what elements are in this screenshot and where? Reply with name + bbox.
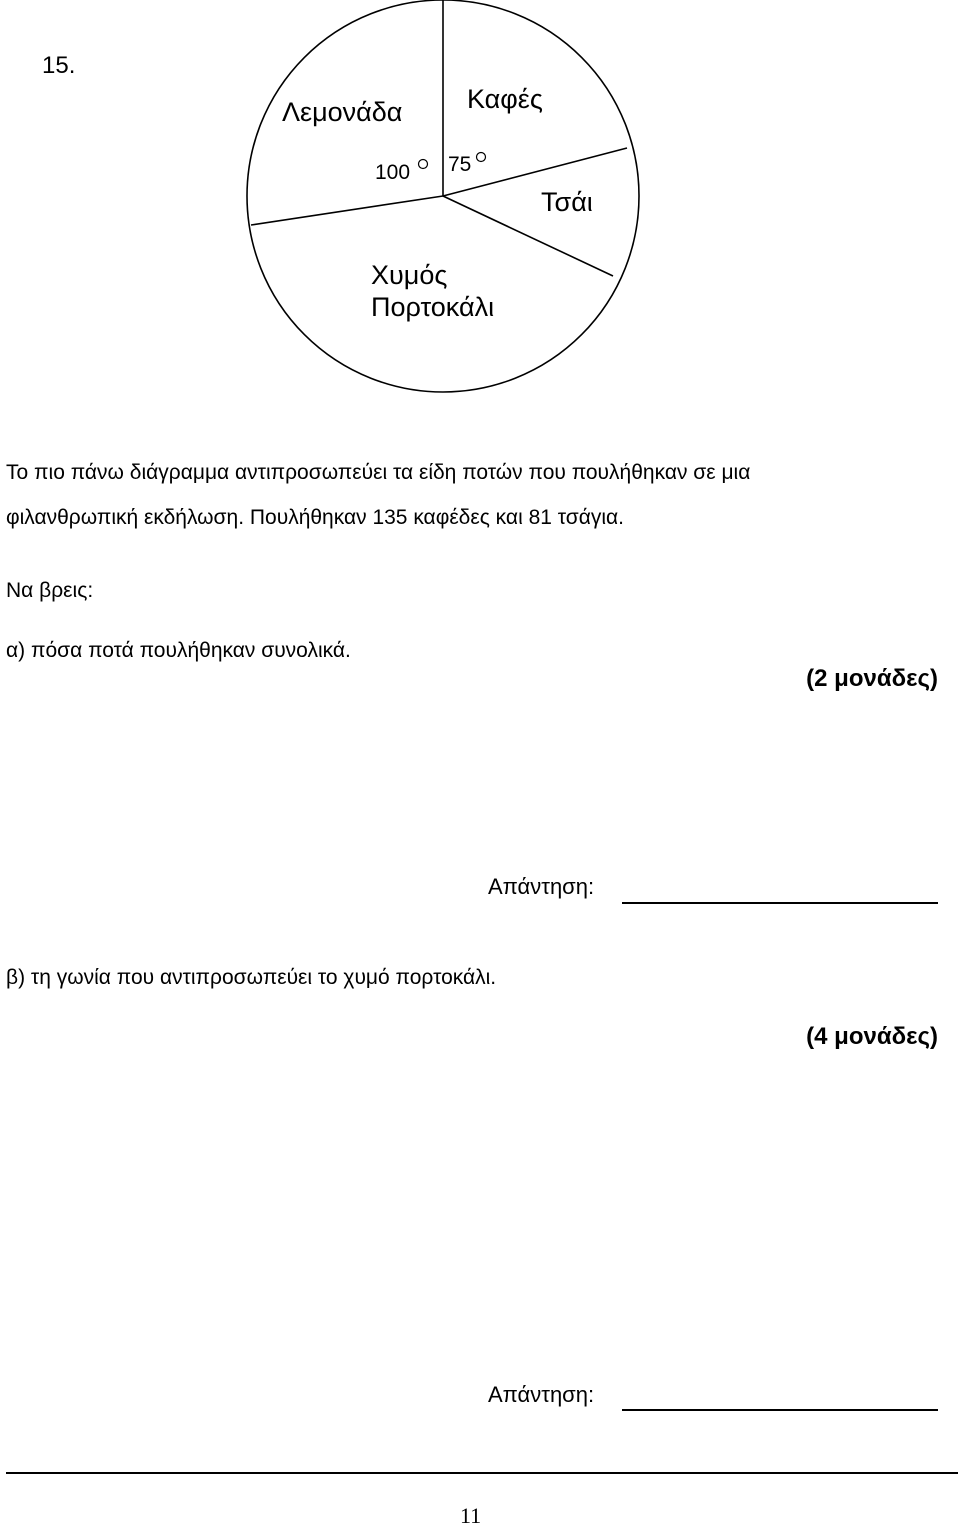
degree-mark-coffee	[477, 153, 486, 162]
pie-chart	[0, 0, 960, 440]
angle-label-coffee: 75	[448, 153, 472, 176]
slice-label-juice-line1: Χυμός	[371, 260, 448, 290]
degree-mark-lemonade	[419, 160, 428, 169]
slice-label-coffee: Καφές	[467, 84, 543, 114]
find-label: Να βρεις:	[6, 579, 94, 602]
page-number: 11	[460, 1503, 482, 1528]
answer-label-a: Απάντηση:	[488, 874, 595, 899]
intro-line-2: φιλανθρωπική εκδήλωση. Πουλήθηκαν 135 καφέδες και 81 τσάγια.	[6, 506, 625, 529]
question-b: β) τη γωνία που αντιπροσωπεύει το χυμό πορτοκάλι.	[6, 966, 497, 989]
slice-label-lemonade: Λεμονάδα	[282, 97, 403, 127]
footer-rule	[6, 1472, 958, 1474]
question-a: α) πόσα ποτά πουλήθηκαν συνολικά.	[6, 639, 351, 662]
question-number: 15.	[42, 52, 76, 79]
question-b-points: (4 μονάδες)	[806, 1023, 938, 1050]
intro-line-1: Το πιο πάνω διάγραμμα αντιπροσωπεύει τα είδη ποτών που πουλήθηκαν σε μια	[6, 461, 751, 484]
slice-label-juice-line2: Πορτοκάλι	[371, 292, 495, 322]
answer-line-b[interactable]	[622, 1409, 938, 1411]
slice-label-tea: Τσάι	[541, 187, 593, 217]
pie-divider-lemonade-juice	[251, 196, 443, 225]
answer-line-a[interactable]	[622, 902, 938, 904]
angle-label-lemonade: 100	[375, 161, 411, 184]
answer-label-b: Απάντηση:	[488, 1382, 595, 1407]
question-a-points: (2 μονάδες)	[806, 665, 938, 692]
